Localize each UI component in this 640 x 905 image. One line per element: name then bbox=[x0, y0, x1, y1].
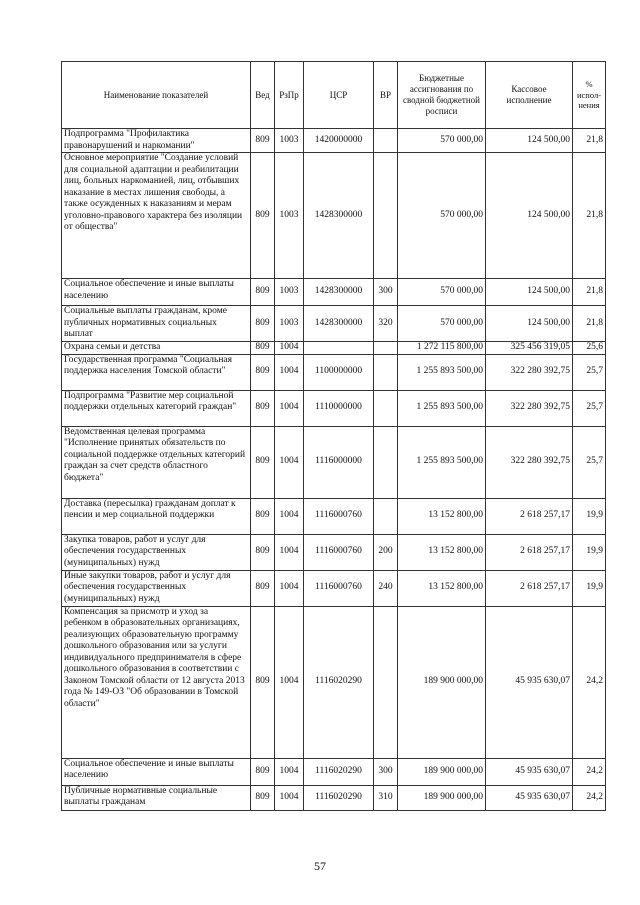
cell-name: Социальные выплаты гражданам, кроме публичных нормативных социальных выплат bbox=[62, 306, 251, 342]
cell-cash: 2 618 257,17 bbox=[486, 570, 573, 606]
table-row bbox=[62, 426, 606, 498]
cell-name: Социальное обеспечение и иные выплаты населению bbox=[62, 279, 251, 306]
cell-csr: 1110000000 bbox=[304, 390, 374, 426]
cell-vr: 240 bbox=[374, 570, 398, 606]
cell-cash: 325 456 319,05 bbox=[486, 342, 573, 355]
header-cash: Кассовое исполнение bbox=[486, 62, 573, 129]
cell-ved: 809 bbox=[251, 534, 275, 570]
cell-cash: 124 500,00 bbox=[486, 279, 573, 306]
header-rzpr: РзПр bbox=[275, 62, 304, 129]
cell-name: Охрана семьи и детства bbox=[62, 342, 251, 355]
cell-name: Подпрограмма "Профилактика правонарушений и наркомании" bbox=[62, 129, 251, 153]
header-name: Наименование показателей bbox=[62, 62, 251, 129]
cell-ved: 809 bbox=[251, 153, 275, 279]
cell-pct: 24,2 bbox=[573, 785, 606, 810]
cell-ved: 809 bbox=[251, 498, 275, 534]
table-row bbox=[62, 498, 606, 534]
cell-cash: 124 500,00 bbox=[486, 153, 573, 279]
cell-ved: 809 bbox=[251, 426, 275, 498]
cell-name: Государственная программа "Социальная поддержка населения Томской области" bbox=[62, 354, 251, 390]
cell-cash: 2 618 257,17 bbox=[486, 498, 573, 534]
cell-pct: 19,9 bbox=[573, 570, 606, 606]
cell-csr: 1116020290 bbox=[304, 606, 374, 758]
cell-assign: 13 152 800,00 bbox=[398, 534, 486, 570]
cell-cash: 124 500,00 bbox=[486, 306, 573, 342]
header-pct: % испол-нения bbox=[573, 62, 606, 129]
cell-vr bbox=[374, 606, 398, 758]
table-row bbox=[62, 279, 606, 306]
cell-name: Иные закупки товаров, работ и услуг для обеспечения государственных (муниципальных) нужд bbox=[62, 570, 251, 606]
cell-assign: 570 000,00 bbox=[398, 306, 486, 342]
table-row bbox=[62, 153, 606, 279]
cell-ved: 809 bbox=[251, 390, 275, 426]
cell-name: Публичные нормативные социальные выплаты гражданам bbox=[62, 785, 251, 810]
cell-ved: 809 bbox=[251, 785, 275, 810]
header-assign: Бюджетные ассигнования по сводной бюджетной росписи bbox=[398, 62, 486, 129]
cell-vr: 300 bbox=[374, 758, 398, 785]
cell-rzpr: 1004 bbox=[275, 498, 304, 534]
cell-vr bbox=[374, 354, 398, 390]
cell-assign: 189 900 000,00 bbox=[398, 606, 486, 758]
cell-ved: 809 bbox=[251, 354, 275, 390]
cell-rzpr: 1004 bbox=[275, 785, 304, 810]
cell-vr bbox=[374, 390, 398, 426]
table-row bbox=[62, 534, 606, 570]
cell-vr: 320 bbox=[374, 306, 398, 342]
cell-csr: 1116000760 bbox=[304, 534, 374, 570]
cell-ved: 809 bbox=[251, 342, 275, 355]
cell-rzpr: 1003 bbox=[275, 153, 304, 279]
cell-pct: 21,8 bbox=[573, 279, 606, 306]
cell-name: Подпрограмма "Развитие мер социальной поддержки отдельных категорий граждан" bbox=[62, 390, 251, 426]
table-row bbox=[62, 306, 606, 342]
cell-assign: 1 255 893 500,00 bbox=[398, 390, 486, 426]
cell-vr bbox=[374, 342, 398, 355]
cell-rzpr: 1004 bbox=[275, 606, 304, 758]
cell-csr: 1116020290 bbox=[304, 785, 374, 810]
table-row bbox=[62, 570, 606, 606]
cell-ved: 809 bbox=[251, 306, 275, 342]
cell-rzpr: 1004 bbox=[275, 342, 304, 355]
cell-csr bbox=[304, 342, 374, 355]
cell-rzpr: 1003 bbox=[275, 129, 304, 153]
cell-assign: 1 255 893 500,00 bbox=[398, 426, 486, 498]
cell-assign: 189 900 000,00 bbox=[398, 758, 486, 785]
cell-cash: 45 935 630,07 bbox=[486, 758, 573, 785]
cell-rzpr: 1004 bbox=[275, 426, 304, 498]
cell-csr: 1428300000 bbox=[304, 153, 374, 279]
cell-pct: 25,7 bbox=[573, 426, 606, 498]
cell-vr bbox=[374, 498, 398, 534]
header-ved: Вед bbox=[251, 62, 275, 129]
cell-ved: 809 bbox=[251, 570, 275, 606]
table-row bbox=[62, 129, 606, 153]
table-row bbox=[62, 354, 606, 390]
table-body bbox=[62, 129, 606, 811]
cell-name: Основное мероприятие "Создание условий для социальной адаптации и реабилитации лиц, больных наркоманией, лиц, отбывших наказание в местах лишения свободы, а также осужденных к наказаниям и мерам уголовно-правового характера без изоляции от общества" bbox=[62, 153, 251, 279]
cell-csr: 1428300000 bbox=[304, 306, 374, 342]
table-row bbox=[62, 758, 606, 785]
cell-cash: 124 500,00 bbox=[486, 129, 573, 153]
cell-pct: 19,9 bbox=[573, 498, 606, 534]
cell-pct: 25,7 bbox=[573, 354, 606, 390]
cell-ved: 809 bbox=[251, 279, 275, 306]
cell-csr: 1116000000 bbox=[304, 426, 374, 498]
cell-name: Компенсация за присмотр и уход за ребенком в образовательных организациях, реализующих образовательную программу дошкольного образования или за услуги индивидуального предпринимателя в сфере дошкольного образования в соответствии с Законом Томской области от 12 августа 2013 года № 149-ОЗ "Об образовании в Томской области" bbox=[62, 606, 251, 758]
cell-cash: 45 935 630,07 bbox=[486, 785, 573, 810]
cell-cash: 45 935 630,07 bbox=[486, 606, 573, 758]
cell-vr bbox=[374, 426, 398, 498]
table-row bbox=[62, 390, 606, 426]
budget-table bbox=[61, 61, 606, 811]
cell-name: Доставка (пересылка) гражданам доплат к пенсии и мер социальной поддержки bbox=[62, 498, 251, 534]
cell-rzpr: 1004 bbox=[275, 390, 304, 426]
cell-rzpr: 1004 bbox=[275, 534, 304, 570]
cell-vr: 310 bbox=[374, 785, 398, 810]
cell-pct: 19,9 bbox=[573, 534, 606, 570]
cell-vr: 200 bbox=[374, 534, 398, 570]
cell-rzpr: 1003 bbox=[275, 306, 304, 342]
cell-rzpr: 1004 bbox=[275, 570, 304, 606]
cell-vr bbox=[374, 129, 398, 153]
cell-csr: 1116020290 bbox=[304, 758, 374, 785]
header-csr: ЦСР bbox=[304, 62, 374, 129]
cell-vr bbox=[374, 153, 398, 279]
cell-pct: 25,7 bbox=[573, 390, 606, 426]
cell-assign: 1 255 893 500,00 bbox=[398, 354, 486, 390]
cell-cash: 322 280 392,75 bbox=[486, 354, 573, 390]
cell-assign: 1 272 115 800,00 bbox=[398, 342, 486, 355]
cell-assign: 13 152 800,00 bbox=[398, 498, 486, 534]
cell-vr: 300 bbox=[374, 279, 398, 306]
cell-name: Социальное обеспечение и иные выплаты населению bbox=[62, 758, 251, 785]
cell-ved: 809 bbox=[251, 758, 275, 785]
cell-assign: 13 152 800,00 bbox=[398, 570, 486, 606]
cell-pct: 25,6 bbox=[573, 342, 606, 355]
cell-pct: 24,2 bbox=[573, 606, 606, 758]
cell-csr: 1420000000 bbox=[304, 129, 374, 153]
header-vr: ВР bbox=[374, 62, 398, 129]
cell-csr: 1428300000 bbox=[304, 279, 374, 306]
page-number: 57 bbox=[314, 859, 326, 873]
cell-name: Закупка товаров, работ и услуг для обеспечения государственных (муниципальных) нужд bbox=[62, 534, 251, 570]
cell-rzpr: 1003 bbox=[275, 279, 304, 306]
table-row bbox=[62, 785, 606, 810]
cell-assign: 570 000,00 bbox=[398, 153, 486, 279]
cell-pct: 21,8 bbox=[573, 129, 606, 153]
cell-pct: 21,8 bbox=[573, 153, 606, 279]
cell-ved: 809 bbox=[251, 606, 275, 758]
cell-csr: 1116000760 bbox=[304, 498, 374, 534]
cell-pct: 24,2 bbox=[573, 758, 606, 785]
table-row bbox=[62, 342, 606, 355]
cell-assign: 570 000,00 bbox=[398, 129, 486, 153]
table-row bbox=[62, 606, 606, 758]
cell-cash: 2 618 257,17 bbox=[486, 534, 573, 570]
cell-cash: 322 280 392,75 bbox=[486, 390, 573, 426]
cell-pct: 21,8 bbox=[573, 306, 606, 342]
cell-rzpr: 1004 bbox=[275, 354, 304, 390]
cell-cash: 322 280 392,75 bbox=[486, 426, 573, 498]
cell-rzpr: 1004 bbox=[275, 758, 304, 785]
cell-ved: 809 bbox=[251, 129, 275, 153]
cell-assign: 570 000,00 bbox=[398, 279, 486, 306]
header-row bbox=[62, 62, 606, 129]
cell-name: Ведомственная целевая программа "Исполнение принятых обязательств по социальной поддержке отдельных категорий граждан за счет средств областного бюджета" bbox=[62, 426, 251, 498]
cell-assign: 189 900 000,00 bbox=[398, 785, 486, 810]
cell-csr: 1116000760 bbox=[304, 570, 374, 606]
cell-csr: 1100000000 bbox=[304, 354, 374, 390]
